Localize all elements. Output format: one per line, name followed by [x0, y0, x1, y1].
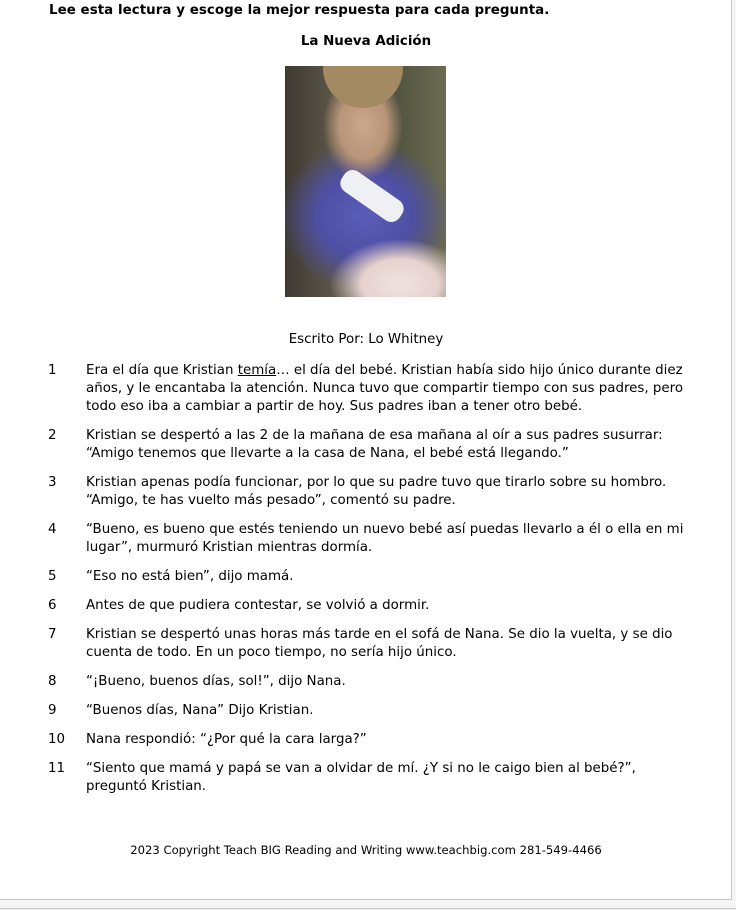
copyright-footer: 2023 Copyright Teach BIG Reading and Writing www.teachbig.com 281-549-4466 [130, 843, 602, 857]
paragraph-number: 5 [48, 569, 57, 584]
paragraph-text: Kristian se despertó a las 2 de la mañana de esa mañana al oír a sus padres susurrar: “Amigo tenemos que llevarte a la casa de Nana, el bebé está llegando.” [86, 428, 663, 461]
story-title: La Nueva Adición [300, 34, 432, 49]
paragraph-5 [48, 568, 698, 586]
paragraph-11 [48, 760, 698, 796]
paragraph-number: 9 [48, 703, 57, 718]
paragraph-text-before: Era el día que Kristian [86, 363, 238, 378]
paragraph-7 [48, 626, 698, 662]
paragraph-number: 11 [48, 761, 66, 776]
story-photo [285, 66, 446, 297]
paragraph-text-after: … el día del bebé. Kristian había sido hijo único durante diez años, y le encantaba la atención. Nunca tuvo que compartir tiempo con sus padres, pero todo eso iba a cambiar a partir de hoy. Sus padres iban a tener otro bebé. [86, 363, 684, 414]
paragraph-3 [48, 474, 698, 510]
paragraph-number: 8 [48, 674, 57, 689]
paragraph-text: “¡Bueno, buenos días, sol!”, dijo Nana. [86, 674, 346, 689]
paragraph-number: 1 [48, 363, 57, 378]
paragraph-text: “Bueno, es bueno que estés teniendo un nuevo bebé así puedas llevarlo a él o ella en mi lugar”, murmuró Kristian mientras dormía. [86, 522, 684, 555]
paragraph-number: 6 [48, 598, 57, 613]
paragraph-text: Nana respondió: “¿Por qué la cara larga?” [86, 732, 367, 747]
paragraph-9 [48, 702, 698, 720]
story-paragraphs [48, 362, 698, 807]
paragraph-4 [48, 521, 698, 557]
paragraph-number: 4 [48, 522, 57, 537]
paragraph-text: “Siento que mamá y papá se van a olvidar de mí. ¿Y si no le caigo bien al bebé?”, preguntó Kristian. [86, 761, 636, 794]
paragraph-number: 10 [48, 732, 66, 747]
photo-detail-bottle [336, 166, 407, 226]
paragraph-6 [48, 597, 698, 615]
paragraph-10 [48, 731, 698, 749]
paragraph-text: Antes de que pudiera contestar, se volvió a dormir. [86, 598, 430, 613]
next-page-edge [0, 901, 736, 909]
paragraph-number: 7 [48, 627, 57, 642]
paragraph-2 [48, 427, 698, 463]
paragraph-text [86, 362, 698, 416]
paragraph-text: “Buenos días, Nana” Dijo Kristian. [86, 703, 314, 718]
paragraph-text: Kristian se despertó unas horas más tarde en el sofá de Nana. Se dio la vuelta, y se dio cuenta de todo. En un poco tiempo, no sería hijo único. [86, 627, 673, 660]
paragraph-number: 3 [48, 475, 57, 490]
paragraph-text: Kristian apenas podía funcionar, por lo que su padre tuvo que tirarlo sobre su hombro. “Amigo, te has vuelto más pesado”, comentó su padre. [86, 475, 667, 508]
author-byline: Escrito Por: Lo Whitney [288, 332, 444, 347]
instructions: Lee esta lectura y escoge la mejor respuesta para cada pregunta. [49, 3, 550, 18]
paragraph-1 [48, 362, 698, 416]
paragraph-8 [48, 673, 698, 691]
photo-detail-hair [323, 66, 403, 108]
underlined-vocab-word: temía [237, 363, 277, 378]
paragraph-text: “Eso no está bien”, dijo mamá. [86, 569, 294, 584]
paragraph-number: 2 [48, 428, 57, 443]
